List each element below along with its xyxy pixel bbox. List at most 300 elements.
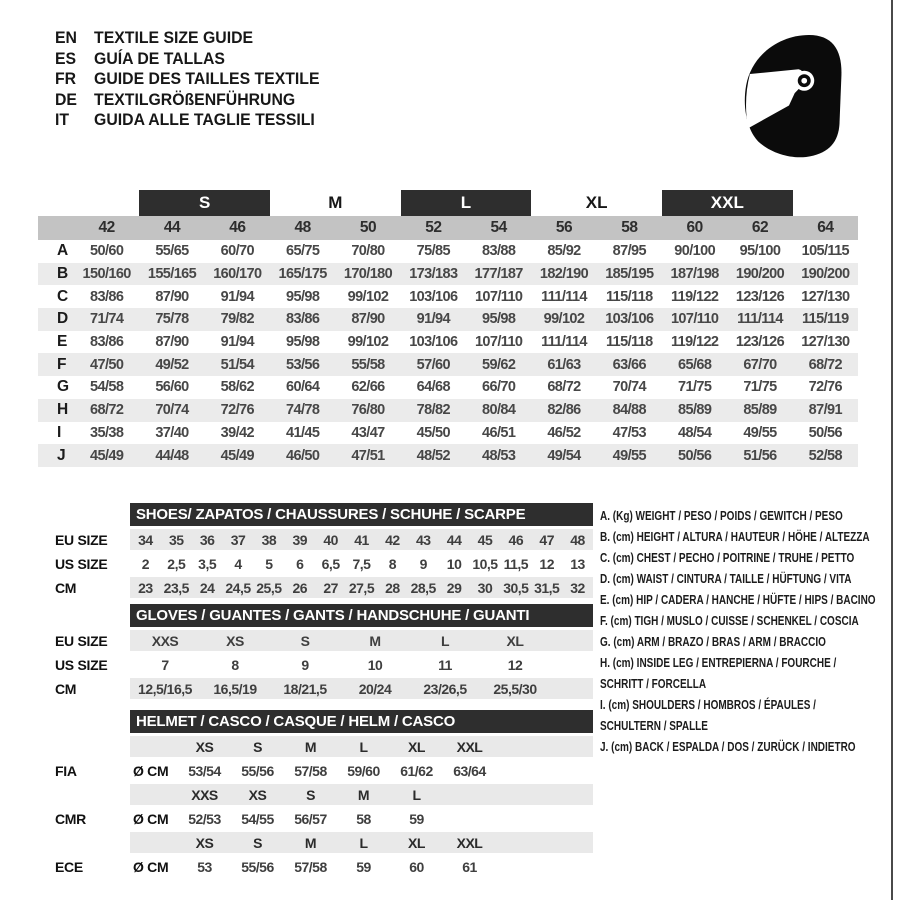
size-band-l: L bbox=[401, 190, 532, 216]
size-value: 24 bbox=[199, 579, 215, 596]
helmet-size-label: XL bbox=[408, 738, 425, 755]
size-value: 173/183 bbox=[409, 266, 458, 283]
size-value: 91/94 bbox=[220, 334, 254, 351]
size-value: 4 bbox=[234, 555, 242, 572]
size-value: 39 bbox=[292, 531, 308, 548]
legend-line-10: SCHULTERN / SPALLE bbox=[600, 719, 708, 733]
size-value: 27 bbox=[323, 579, 338, 596]
racing-helmet-icon bbox=[728, 20, 890, 170]
size-band-xxl: XXL bbox=[662, 190, 793, 216]
language-line-en bbox=[55, 28, 320, 49]
measure-row-i bbox=[38, 422, 858, 445]
size-value: 51/54 bbox=[220, 356, 254, 373]
size-value: 74/78 bbox=[286, 402, 320, 419]
gloves-values bbox=[130, 678, 593, 699]
size-value: 75/85 bbox=[416, 243, 450, 260]
size-value: 46/50 bbox=[286, 447, 320, 464]
size-value: 64/68 bbox=[416, 379, 450, 396]
size-value: M bbox=[369, 632, 381, 649]
size-value: 70/74 bbox=[155, 402, 189, 419]
language-code: IT bbox=[55, 110, 70, 130]
row-letter: A bbox=[57, 242, 69, 260]
size-value: 46 bbox=[508, 531, 524, 548]
size-value: 99/102 bbox=[543, 311, 585, 328]
helmet-size-value: 59 bbox=[356, 858, 371, 875]
gloves-size-table bbox=[38, 604, 593, 699]
size-value: 52/58 bbox=[808, 447, 842, 464]
size-value: 41/45 bbox=[286, 424, 320, 441]
gloves-table-title: GLOVES / GUANTES / GANTS / HANDSCHUHE / GUANTI bbox=[130, 604, 593, 627]
helmet-size-value: 53 bbox=[197, 858, 212, 875]
gloves-values bbox=[130, 630, 593, 651]
size-value: 62/66 bbox=[351, 379, 385, 396]
size-value: 83/88 bbox=[482, 243, 516, 260]
size-value: 87/95 bbox=[612, 243, 646, 260]
legend-line-5: F. (cm) TIGH / MUSLO / CUISSE / SCHENKEL / COSCIA bbox=[600, 614, 859, 628]
size-value: 29 bbox=[446, 579, 462, 596]
size-value: 9 bbox=[301, 656, 309, 673]
helmet-size-label: S bbox=[253, 738, 262, 755]
size-value: 65/68 bbox=[678, 356, 712, 373]
helmet-size-labels bbox=[130, 784, 593, 805]
size-value: 40 bbox=[323, 531, 338, 548]
size-value: 99/102 bbox=[347, 334, 389, 351]
size-value: 2,5 bbox=[167, 555, 186, 572]
language-line-es bbox=[55, 49, 320, 70]
helmet-size-value: 54/55 bbox=[241, 810, 274, 827]
size-value: 47/51 bbox=[351, 447, 385, 464]
measure-row-h bbox=[38, 399, 858, 422]
language-title-block bbox=[55, 28, 339, 131]
language-code: DE bbox=[55, 89, 77, 109]
helmet-size-value: 57/58 bbox=[294, 762, 327, 779]
size-value: 160/170 bbox=[213, 266, 262, 283]
size-value: 46/52 bbox=[547, 424, 581, 441]
size-value: 48/52 bbox=[416, 447, 450, 464]
size-value: 28,5 bbox=[410, 579, 436, 596]
shoes-row-us-size bbox=[38, 553, 593, 574]
size-value: 48/53 bbox=[482, 447, 516, 464]
size-value: 45/50 bbox=[416, 424, 450, 441]
size-value: 119/122 bbox=[670, 334, 719, 351]
size-value: 11 bbox=[438, 656, 452, 673]
size-value: 60/64 bbox=[286, 379, 320, 396]
size-value: 36 bbox=[199, 531, 215, 548]
size-value: 16,5/19 bbox=[213, 680, 257, 697]
size-value: 2 bbox=[141, 555, 150, 572]
row-label: US SIZE bbox=[55, 656, 108, 673]
size-value: 18/21,5 bbox=[283, 680, 327, 697]
row-label-empty bbox=[38, 784, 130, 805]
size-value: 10,5 bbox=[472, 555, 498, 572]
helmet-size-label: L bbox=[412, 786, 421, 803]
row-label-empty bbox=[38, 832, 130, 853]
size-value: 72/76 bbox=[220, 402, 254, 419]
size-value: 20/24 bbox=[358, 680, 392, 697]
size-value: 60/70 bbox=[220, 243, 254, 260]
legend-line-11: J. (cm) BACK / ESPALDA / DOS / ZURÜCK / INDIETRO bbox=[600, 740, 856, 754]
size-value: 6,5 bbox=[321, 555, 340, 572]
size-value: 34 bbox=[138, 531, 153, 548]
size-band-m: M bbox=[328, 193, 343, 212]
size-value: 85/92 bbox=[547, 243, 581, 260]
shoes-row-eu-size bbox=[38, 529, 593, 550]
row-label: EU SIZE bbox=[55, 632, 108, 649]
size-value: 119/122 bbox=[670, 288, 719, 305]
size-value: 8 bbox=[231, 656, 239, 673]
size-value: 10 bbox=[367, 656, 383, 673]
size-value: 87/90 bbox=[155, 288, 189, 305]
size-value: 107/110 bbox=[474, 288, 523, 305]
size-column-header-64: 64 bbox=[817, 219, 834, 236]
size-value: 56/60 bbox=[155, 379, 189, 396]
size-column-header-50: 50 bbox=[359, 219, 377, 236]
size-value: 72/76 bbox=[808, 379, 842, 396]
size-number-header-row bbox=[38, 216, 858, 240]
standard-label-ece: ECE bbox=[55, 858, 83, 875]
helmet-size-value: 57/58 bbox=[294, 858, 327, 875]
size-value: 123/126 bbox=[735, 288, 785, 305]
size-value: XS bbox=[226, 632, 244, 649]
legend-line-2: C. (cm) CHEST / PECHO / POITRINE / TRUHE / PETTO bbox=[600, 551, 855, 565]
size-value: 7,5 bbox=[352, 555, 371, 572]
size-value: 170/180 bbox=[343, 266, 393, 283]
size-value: 87/90 bbox=[351, 311, 385, 328]
size-value: 103/106 bbox=[409, 288, 458, 305]
size-value: 71/75 bbox=[678, 379, 712, 396]
size-value: 90/100 bbox=[674, 243, 716, 260]
size-value: 127/130 bbox=[801, 288, 850, 305]
helmet-size-labels bbox=[130, 832, 593, 853]
size-value: 12 bbox=[539, 555, 554, 572]
gloves-rows bbox=[38, 630, 593, 699]
size-value: 68/72 bbox=[808, 356, 842, 373]
size-value: 79/82 bbox=[220, 311, 254, 328]
size-value: 46/51 bbox=[482, 424, 516, 441]
size-value: 59/62 bbox=[482, 356, 516, 373]
size-value: 70/80 bbox=[351, 243, 385, 260]
legend-line-6: G. (cm) ARM / BRAZO / BRAS / ARM / BRACCIO bbox=[600, 635, 826, 649]
size-value: 47/53 bbox=[612, 424, 646, 441]
size-value: 115/119 bbox=[802, 311, 849, 328]
helmet-size-label: L bbox=[359, 834, 368, 851]
helmet-size-value: 58 bbox=[356, 810, 371, 827]
size-value: 68/72 bbox=[90, 402, 124, 419]
measure-row-d bbox=[38, 308, 858, 331]
size-column-header-42: 42 bbox=[98, 219, 115, 236]
helmet-size-value: 59/60 bbox=[347, 762, 380, 779]
size-value: 10 bbox=[446, 555, 462, 572]
shoes-values bbox=[130, 529, 593, 550]
row-label: US SIZE bbox=[55, 555, 108, 572]
row-letter: D bbox=[57, 310, 69, 328]
size-value: 95/100 bbox=[739, 243, 781, 260]
size-value: XL bbox=[506, 632, 524, 649]
helmet-values bbox=[130, 760, 593, 781]
row-letter: G bbox=[57, 378, 70, 396]
row-label: CM bbox=[55, 579, 77, 596]
size-value: 82/86 bbox=[547, 402, 581, 419]
measure-row-c bbox=[38, 285, 858, 308]
size-column-header-58: 58 bbox=[621, 219, 638, 236]
size-column-header-60: 60 bbox=[686, 219, 703, 236]
size-value: 177/187 bbox=[474, 266, 523, 283]
size-value: 165/175 bbox=[278, 266, 327, 283]
helmet-size-label: S bbox=[306, 786, 315, 803]
size-column-header-52: 52 bbox=[425, 219, 442, 236]
helmet-size-value: 55/56 bbox=[241, 858, 274, 875]
legend-line-9: I. (cm) SHOULDERS / HOMBROS / ÉPAULES / bbox=[600, 698, 816, 712]
size-value: 37/40 bbox=[155, 424, 189, 441]
size-value: 39/42 bbox=[220, 424, 254, 441]
size-value: 45/49 bbox=[90, 447, 124, 464]
helmet-values bbox=[130, 808, 593, 829]
guide-title: GUIDA ALLE TAGLIE TESSILI bbox=[94, 110, 315, 130]
size-value: 63/66 bbox=[612, 356, 646, 373]
size-value: 123/126 bbox=[735, 334, 785, 351]
size-value: 6 bbox=[296, 555, 304, 572]
size-value: 49/55 bbox=[743, 424, 777, 441]
size-value: 83/86 bbox=[90, 288, 124, 305]
size-value: 61/63 bbox=[547, 356, 581, 373]
size-value: 43 bbox=[415, 531, 431, 548]
size-value: 107/110 bbox=[474, 334, 523, 351]
size-value: 111/114 bbox=[541, 288, 587, 305]
gloves-row-us-size bbox=[38, 654, 593, 675]
legend-line-0: A. (Kg) WEIGHT / PESO / POIDS / GEWITCH / PESO bbox=[600, 509, 843, 523]
helmet-rows bbox=[38, 736, 593, 877]
language-line-de bbox=[55, 90, 320, 111]
size-value: 155/165 bbox=[147, 266, 197, 283]
size-value: 65/75 bbox=[286, 243, 320, 260]
helmet-size-label: XXL bbox=[456, 834, 483, 851]
helmet-values-row-ece bbox=[38, 856, 593, 877]
row-letter: I bbox=[57, 423, 62, 441]
size-value: 190/200 bbox=[801, 266, 850, 283]
row-letter: B bbox=[57, 265, 69, 283]
size-value: 51/56 bbox=[743, 447, 777, 464]
measure-row-e bbox=[38, 331, 858, 354]
size-value: 3,5 bbox=[198, 555, 217, 572]
helmet-table-title: HELMET / CASCO / CASQUE / HELM / CASCO bbox=[130, 710, 593, 733]
helmet-size-label: XXS bbox=[191, 786, 218, 803]
helmet-size-value: 53/54 bbox=[188, 762, 221, 779]
size-value: 45/49 bbox=[220, 447, 254, 464]
guide-title: TEXTILGRÖßENFÜHRUNG bbox=[94, 89, 296, 109]
helmet-size-value: 61 bbox=[462, 858, 477, 875]
size-value: 44 bbox=[446, 531, 462, 548]
size-value: 187/198 bbox=[670, 266, 719, 283]
size-value: 32 bbox=[570, 579, 585, 596]
helmet-values bbox=[130, 856, 593, 877]
size-value: 37 bbox=[230, 531, 246, 548]
language-code: FR bbox=[55, 69, 77, 89]
size-value: 105/115 bbox=[801, 243, 850, 260]
size-value: 67/70 bbox=[743, 356, 777, 373]
measure-row-g bbox=[38, 376, 858, 399]
size-value: 83/86 bbox=[90, 334, 124, 351]
size-value: 41 bbox=[354, 531, 369, 548]
size-value: 115/118 bbox=[606, 334, 653, 351]
size-value: 103/106 bbox=[605, 311, 654, 328]
size-value: 127/130 bbox=[801, 334, 850, 351]
size-value: 11,5 bbox=[503, 555, 529, 572]
size-value: 48 bbox=[570, 531, 585, 548]
size-column-header-54: 54 bbox=[490, 219, 507, 236]
size-column-header-62: 62 bbox=[751, 219, 769, 236]
measure-row-j bbox=[38, 444, 858, 467]
legend-line-4: E. (cm) HIP / CADERA / HANCHE / HÜFTE / HIPS / BACINO bbox=[600, 593, 876, 607]
size-value: 50/56 bbox=[678, 447, 712, 464]
size-value: 44/48 bbox=[155, 447, 189, 464]
size-value: 84/88 bbox=[612, 402, 646, 419]
size-value: 9 bbox=[419, 555, 427, 572]
size-band-row bbox=[74, 190, 858, 216]
size-value: 83/86 bbox=[286, 311, 320, 328]
shoes-rows bbox=[38, 529, 593, 598]
size-band-xl: XL bbox=[585, 193, 608, 212]
standard-label-fia: FIA bbox=[55, 762, 77, 779]
helmet-size-labels bbox=[130, 736, 593, 757]
helmet-size-label: XS bbox=[195, 834, 214, 851]
gloves-row-eu-size bbox=[38, 630, 593, 651]
language-line-fr bbox=[55, 69, 320, 90]
size-value: 49/55 bbox=[612, 447, 646, 464]
guide-title: GUÍA DE TALLAS bbox=[94, 48, 225, 68]
measurement-legend bbox=[600, 506, 892, 758]
size-value: 107/110 bbox=[670, 311, 719, 328]
size-value: 25,5 bbox=[256, 579, 282, 596]
shoes-values bbox=[130, 577, 593, 598]
page-edge-rule bbox=[891, 0, 893, 900]
size-value: 23,5 bbox=[163, 579, 189, 596]
shoes-row-cm bbox=[38, 577, 593, 598]
size-value: 87/90 bbox=[155, 334, 189, 351]
size-value: 12 bbox=[507, 656, 523, 673]
size-column-header-48: 48 bbox=[294, 219, 311, 236]
size-value: 103/106 bbox=[409, 334, 458, 351]
size-value: 49/54 bbox=[547, 447, 581, 464]
measure-row-f bbox=[38, 353, 858, 376]
helmet-size-value: 61/62 bbox=[400, 762, 433, 779]
helmet-size-label: M bbox=[304, 738, 317, 755]
row-letter: C bbox=[57, 287, 69, 305]
row-letter: H bbox=[57, 401, 69, 419]
size-value: 30,5 bbox=[503, 579, 529, 596]
row-label: EU SIZE bbox=[55, 531, 108, 548]
size-value: 26 bbox=[292, 579, 308, 596]
diameter-unit-label: Ø CM bbox=[133, 858, 169, 875]
size-value: 76/80 bbox=[351, 402, 385, 419]
size-value: S bbox=[300, 632, 310, 649]
size-value: L bbox=[440, 632, 450, 649]
size-value: 24,5 bbox=[225, 579, 251, 596]
size-value: 50/60 bbox=[90, 243, 124, 260]
size-value: 53/56 bbox=[286, 356, 320, 373]
size-value: 91/94 bbox=[220, 288, 254, 305]
helmet-sizes-row-ece bbox=[38, 832, 593, 853]
size-value: 35/38 bbox=[90, 424, 124, 441]
standard-label-cmr: CMR bbox=[55, 810, 86, 827]
size-value: 30 bbox=[477, 579, 493, 596]
size-value: 71/75 bbox=[743, 379, 777, 396]
size-value: 50/56 bbox=[808, 424, 842, 441]
size-value: 27,5 bbox=[348, 579, 375, 596]
language-line-it bbox=[55, 110, 320, 131]
helmet-sizes-row-cmr bbox=[38, 784, 593, 805]
guide-title: GUIDE DES TAILLES TEXTILE bbox=[94, 69, 320, 89]
size-value: 47/50 bbox=[90, 356, 124, 373]
size-value: 185/195 bbox=[605, 266, 654, 283]
textile-size-table bbox=[38, 190, 858, 467]
legend-line-3: D. (cm) WAIST / CINTURA / TAILLE / HÜFTUNG / VITA bbox=[600, 572, 852, 586]
helmet-size-label: XS bbox=[248, 786, 267, 803]
size-value: 47 bbox=[539, 531, 554, 548]
diameter-unit-label: Ø CM bbox=[133, 762, 169, 779]
size-value: 49/52 bbox=[155, 356, 189, 373]
size-value: 12,5/16,5 bbox=[138, 680, 192, 697]
size-value: 80/84 bbox=[482, 402, 516, 419]
size-value: 190/200 bbox=[735, 266, 785, 283]
helmet-size-label: M bbox=[304, 834, 317, 851]
size-value: XXS bbox=[151, 632, 179, 649]
diameter-unit-label: Ø CM bbox=[133, 810, 169, 827]
helmet-values-row-fia bbox=[38, 760, 593, 781]
size-value: 45 bbox=[477, 531, 493, 548]
row-letter: F bbox=[57, 355, 67, 373]
helmet-size-value: 52/53 bbox=[188, 810, 221, 827]
guide-title: TEXTILE SIZE GUIDE bbox=[94, 28, 254, 47]
size-value: 7 bbox=[161, 656, 169, 673]
measurement-rows bbox=[38, 240, 858, 467]
size-value: 31,5 bbox=[534, 579, 560, 596]
helmet-size-label: XXL bbox=[456, 738, 483, 755]
measure-row-a bbox=[38, 240, 858, 263]
size-value: 87/91 bbox=[808, 402, 842, 419]
size-value: 85/89 bbox=[743, 402, 777, 419]
size-value: 35 bbox=[169, 531, 184, 548]
helmet-size-label: M bbox=[357, 786, 370, 803]
size-value: 28 bbox=[385, 579, 400, 596]
size-value: 57/60 bbox=[416, 356, 450, 373]
size-value: 5 bbox=[265, 555, 273, 572]
row-letter: J bbox=[57, 446, 66, 464]
helmet-size-value: 55/56 bbox=[241, 762, 274, 779]
gloves-row-cm bbox=[38, 678, 593, 699]
size-value: 111/114 bbox=[737, 311, 783, 328]
size-value: 91/94 bbox=[416, 311, 450, 328]
size-value: 95/98 bbox=[286, 288, 320, 305]
size-value: 70/74 bbox=[612, 379, 646, 396]
row-label: CM bbox=[55, 680, 77, 697]
helmet-size-value: 56/57 bbox=[294, 810, 327, 827]
size-value: 54/58 bbox=[90, 379, 124, 396]
size-value: 23 bbox=[138, 579, 153, 596]
language-code: EN bbox=[55, 28, 77, 47]
size-value: 8 bbox=[388, 555, 396, 572]
size-value: 95/98 bbox=[482, 311, 516, 328]
helmet-size-label: S bbox=[253, 834, 262, 851]
row-label-empty bbox=[38, 736, 130, 757]
size-value: 150/160 bbox=[82, 266, 131, 283]
helmet-size-label: XL bbox=[408, 834, 425, 851]
size-value: 48/54 bbox=[678, 424, 712, 441]
size-value: 25,5/30 bbox=[493, 680, 537, 697]
helmet-size-value: 63/64 bbox=[453, 762, 486, 779]
legend-line-8: SCHRITT / FORCELLA bbox=[600, 677, 707, 691]
size-value: 75/78 bbox=[155, 311, 189, 328]
size-value: 43/47 bbox=[351, 424, 385, 441]
